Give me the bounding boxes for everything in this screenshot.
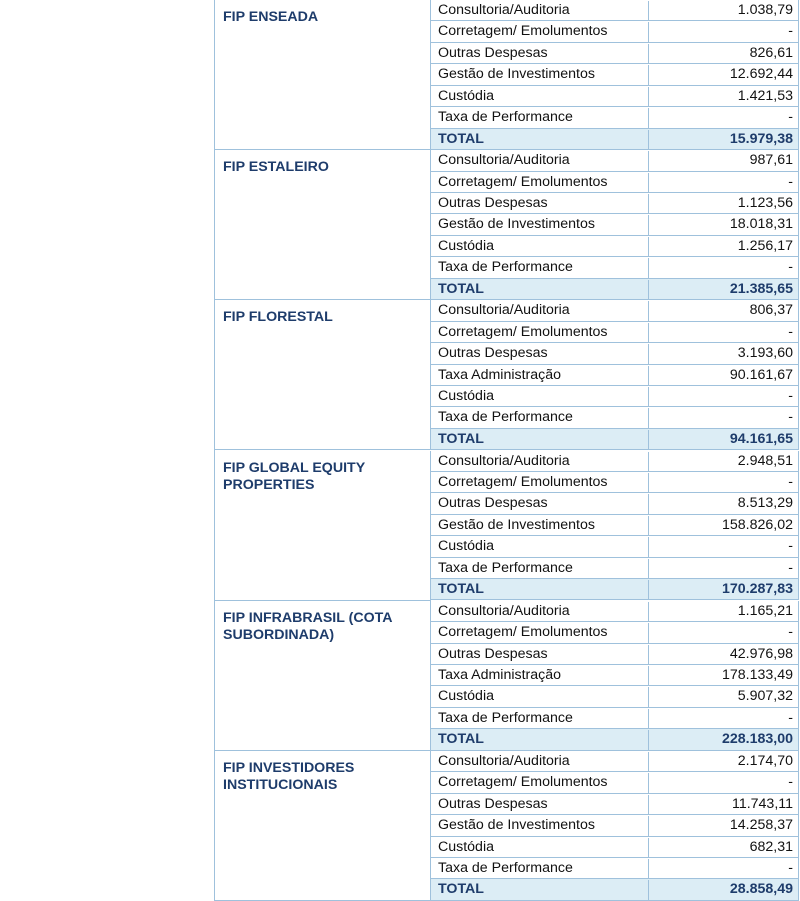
expense-label: Custódia [438,237,494,254]
table-row [431,172,799,193]
expense-label: Custódia [438,838,494,855]
table-row [431,601,799,622]
table-row [431,386,799,407]
table-row [431,193,799,214]
expense-label: Outras Despesas [438,795,548,812]
expense-value: 3.193,60 [648,344,798,364]
total-value: 21.385,65 [648,280,798,300]
expense-value: 2.174,70 [648,752,798,772]
expense-label: Consultoria/Auditoria [438,302,570,319]
total-row [431,579,799,600]
expense-value: 2.948,51 [648,452,798,472]
table-row [431,0,799,21]
table-row [431,407,799,428]
expense-value: 42.976,98 [648,645,798,665]
expense-value: - [648,623,798,643]
table-row [431,665,799,686]
fund-name: FIP FLORESTAL [223,309,333,326]
table-row [431,622,799,643]
expense-value: - [648,537,798,557]
table-row [431,558,799,579]
expense-value: 178.133,49 [648,666,798,686]
expense-value: 12.692,44 [648,65,798,85]
expense-label: Corretagem/ Emolumentos [438,473,608,490]
expense-label: Taxa de Performance [438,559,573,576]
expense-value: 18.018,31 [648,215,798,235]
expense-value: 11.743,11 [648,795,798,815]
expense-value: - [648,173,798,193]
table-row [431,43,799,64]
fund-name: FIP GLOBAL EQUITY PROPERTIES [223,459,365,493]
expense-value: 987,61 [648,151,798,171]
total-label: TOTAL [438,581,484,598]
table-row [431,837,799,858]
expense-value: 682,31 [648,838,798,858]
expense-value: 8.513,29 [648,494,798,514]
total-label: TOTAL [438,430,484,447]
fund-detail-table [431,451,799,601]
expense-label: Taxa de Performance [438,259,573,276]
fund-name-cell [215,451,431,601]
table-row [431,236,799,257]
expense-label: Taxa Administração [438,366,562,383]
total-row [431,129,799,150]
table-row [431,493,799,514]
fund-detail-table [431,150,799,300]
table-row [431,451,799,472]
table-row [431,86,799,107]
fund-detail-table [431,0,799,150]
expense-label: Consultoria/Auditoria [438,452,570,469]
total-label: TOTAL [438,130,484,147]
total-label: TOTAL [438,731,484,748]
table-row [431,343,799,364]
table-row [431,815,799,836]
expense-label: Custódia [438,688,494,705]
expense-label: Gestão de Investimentos [438,817,595,834]
expense-label: Outras Despesas [438,645,548,662]
expense-value: - [648,709,798,729]
expense-label: Gestão de Investimentos [438,66,595,83]
expense-label: Consultoria/Auditoria [438,602,570,619]
table-row [431,64,799,85]
total-value: 170.287,83 [648,580,798,600]
expense-label: Custódia [438,87,494,104]
expense-label: Consultoria/Auditoria [438,2,570,18]
table-row [431,644,799,665]
expense-value: 806,37 [648,301,798,321]
expense-label: Outras Despesas [438,495,548,512]
total-value: 228.183,00 [648,730,798,750]
table-row [431,536,799,557]
expense-label: Corretagem/ Emolumentos [438,323,608,340]
table-row [431,515,799,536]
left-column [0,0,215,901]
total-row [431,729,799,750]
expense-label: Consultoria/Auditoria [438,152,570,169]
table-row [431,150,799,171]
fund-name: FIP INFRABRASIL (COTA SUBORDINADA) [223,609,392,644]
fund-name: FIP ESTALEIRO [223,159,329,176]
expense-label: Taxa Administração [438,666,562,683]
table-row [431,472,799,493]
expense-value: 1.038,79 [648,1,798,21]
table-row [431,365,799,386]
table-row [431,21,799,42]
expense-value: 1.256,17 [648,237,798,257]
table-row [431,257,799,278]
expense-value: - [648,387,798,407]
expense-label: Taxa de Performance [438,409,573,426]
expense-label: Gestão de Investimentos [438,516,595,533]
fund-name-cell [215,0,431,150]
expense-value: 158.826,02 [648,516,798,536]
expense-label: Outras Despesas [438,345,548,362]
total-value: 94.161,65 [648,430,798,450]
expense-value: 1.123,56 [648,194,798,214]
table-row [431,708,799,729]
expense-label: Custódia [438,538,494,555]
fund-name-cell [215,751,431,901]
table-row [431,214,799,235]
expense-value: - [648,22,798,42]
expense-value: - [648,859,798,879]
table-row [431,300,799,321]
expense-label: Custódia [438,388,494,405]
expense-value: - [648,108,798,128]
fund-name: FIP INVESTIDORES INSTITUCIONAIS [223,759,355,794]
expense-label: Taxa de Performance [438,859,573,876]
fund-name-cell [215,601,431,751]
total-value: 28.858,49 [648,880,798,900]
total-row [431,879,799,900]
expense-value: - [648,473,798,493]
expense-label: Corretagem/ Emolumentos [438,23,608,40]
fund-name: FIP ENSEADA [223,9,319,25]
table-row [431,772,799,793]
expense-value: 14.258,37 [648,816,798,836]
expense-label: Corretagem/ Emolumentos [438,624,608,641]
table-row [431,686,799,707]
fund-detail-table [431,751,799,901]
total-label: TOTAL [438,881,484,898]
fund-detail-table [431,300,799,450]
expense-value: - [648,323,798,343]
expense-label: Taxa de Performance [438,109,573,126]
expense-label: Gestão de Investimentos [438,216,595,233]
expense-label: Corretagem/ Emolumentos [438,173,608,190]
expense-value: 1.165,21 [648,602,798,622]
expense-value: - [648,773,798,793]
total-value: 15.979,38 [648,130,798,150]
total-row [431,279,799,300]
expense-value: 5.907,32 [648,687,798,707]
table-row [431,858,799,879]
table-row [431,107,799,128]
expense-label: Outras Despesas [438,44,548,61]
table-row [431,751,799,772]
expense-label: Taxa de Performance [438,709,573,726]
expense-value: - [648,258,798,278]
total-label: TOTAL [438,280,484,297]
expense-value: 826,61 [648,44,798,64]
expense-value: 90.161,67 [648,366,798,386]
fund-name-cell [215,150,431,300]
table-row [431,322,799,343]
expense-value: 1.421,53 [648,87,798,107]
expense-label: Consultoria/Auditoria [438,752,570,769]
expense-value: - [648,408,798,428]
table-row [431,794,799,815]
expense-value: - [648,559,798,579]
expense-label: Outras Despesas [438,195,548,211]
total-row [431,429,799,450]
fund-detail-table [431,601,799,751]
expense-label: Corretagem/ Emolumentos [438,774,608,791]
fund-name-cell [215,300,431,450]
